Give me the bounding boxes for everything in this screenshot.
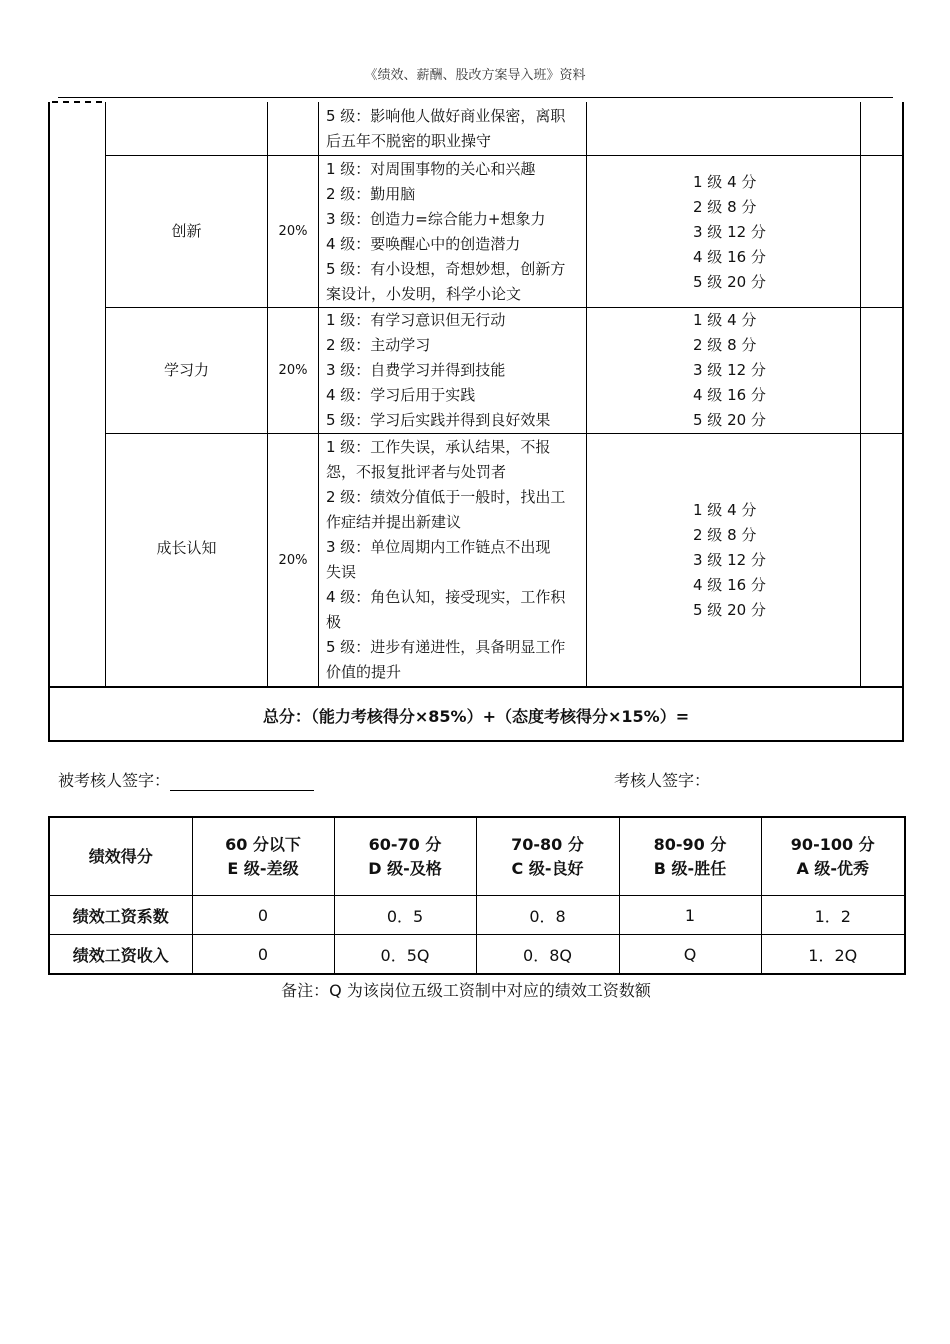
- assessor-label: 考核人签字：: [614, 771, 711, 790]
- weight-growth: 20%: [278, 552, 308, 568]
- assessee-label: 被考核人签字：: [58, 771, 171, 790]
- evaluation-table: [48, 102, 904, 742]
- assessor-signature: [614, 768, 710, 791]
- row-label: 绩效工资系数: [49, 896, 192, 935]
- assessee-signature: [58, 768, 314, 791]
- table-cell: 1: [619, 896, 761, 935]
- table-cell: 1．2: [761, 896, 905, 935]
- grade-d: 60-70 分 D 级-及格: [334, 817, 476, 896]
- total-score-formula: 总分：（能力考核得分×85%）+（态度考核得分×15%）=: [50, 686, 902, 742]
- standard-growth: 1 级：工作失误，承认结果，不报 怨，不报复批评者与处罚者 2 级：绩效分值低于一般时，找出工 作症结并提出新建议 3 级：单位周期内工作链点不出现 失误 4 级：角色认知，接受现实，工作积 极 5 级：进步有递进性，具备明显工作 价值的提升: [326, 438, 566, 681]
- table-row: [49, 935, 905, 975]
- score-innovation: 1 级 4 分 2 级 8 分 3 级 12 分 4 级 16 分 5 级 20 分: [693, 173, 766, 291]
- table-cell: 0: [192, 896, 334, 935]
- grid-line: [318, 102, 319, 686]
- table-cell: Q: [619, 935, 761, 975]
- table-cell: 0．5: [334, 896, 476, 935]
- grid-line: [860, 102, 861, 686]
- footnote: 备注：Q 为该岗位五级工资制中对应的绩效工资数额: [281, 981, 651, 1000]
- grade-e: 60 分以下 E 级-差级: [192, 817, 334, 896]
- grade-a: 90-100 分 A 级-优秀: [761, 817, 905, 896]
- score-learning: 1 级 4 分 2 级 8 分 3 级 12 分 4 级 16 分 5 级 20 分: [693, 311, 766, 429]
- table-cell: 1．2Q: [761, 935, 905, 975]
- score-growth: 1 级 4 分 2 级 8 分 3 级 12 分 4 级 16 分 5 级 20 分: [693, 501, 766, 619]
- table-cell: 0．5Q: [334, 935, 476, 975]
- standard-cell-continued: 5 级：影响他人做好商业保密，离职 后五年不脱密的职业操守: [326, 107, 566, 150]
- grade-b: 80-90 分 B 级-胜任: [619, 817, 761, 896]
- table-row: [49, 896, 905, 935]
- item-learning: 学习力: [163, 361, 209, 379]
- performance-pay-table: [48, 816, 906, 975]
- pay-table-header: [49, 817, 905, 896]
- item-growth: 成长认知: [156, 538, 217, 557]
- table-cell: 0．8Q: [476, 935, 619, 975]
- table-cell: 0: [192, 935, 334, 975]
- standard-innovation: 1 级：对周围事物的关心和兴趣 2 级：勤用脑 3 级：创造力=综合能力+想象力 4 级：要唤醒心中的创造潜力 5 级：有小设想，奇想妙想，创新方 案设计，小发明，科学小论文: [326, 160, 566, 303]
- standard-learning: 1 级：有学习意识但无行动 2 级：主动学习 3 级：自费学习并得到技能 4 级：学习后用于实践 5 级：学习后实践并得到良好效果: [326, 311, 551, 429]
- header-label: 绩效得分: [49, 817, 192, 896]
- row-label: 绩效工资收入: [49, 935, 192, 975]
- weight-learning: 20%: [278, 363, 308, 378]
- header-rule: [58, 97, 893, 98]
- document-header: 《绩效、薪酬、股改方案导入班》资料: [364, 68, 586, 83]
- grade-c: 70-80 分 C 级-良好: [476, 817, 619, 896]
- assessee-signature-line[interactable]: [170, 772, 314, 791]
- grid-line: [586, 102, 587, 686]
- table-cell: 0．8: [476, 896, 619, 935]
- item-innovation: 创新: [171, 222, 202, 240]
- weight-innovation: 20%: [278, 224, 308, 239]
